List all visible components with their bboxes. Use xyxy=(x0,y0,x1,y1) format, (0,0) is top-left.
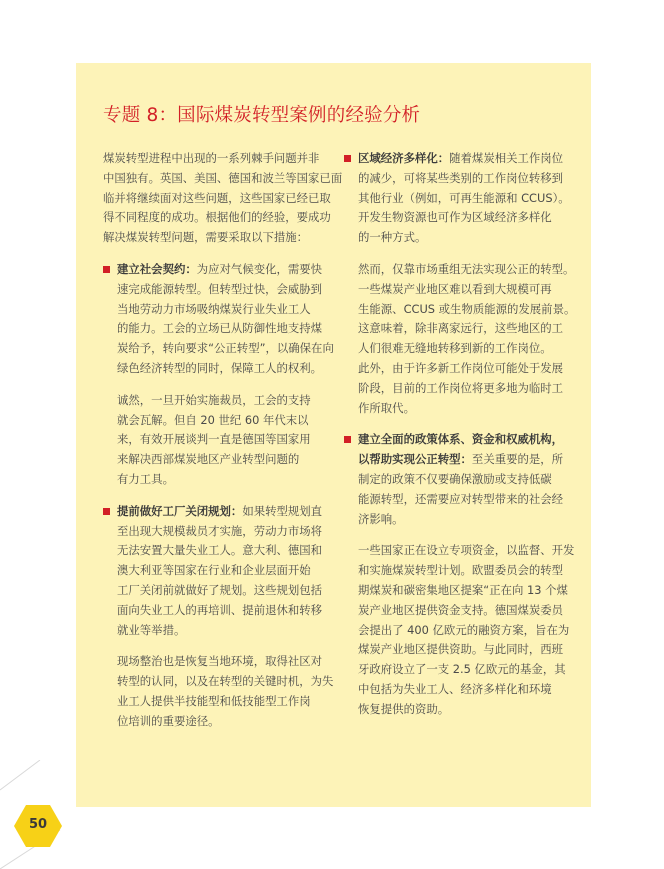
text-line xyxy=(117,502,325,522)
text-line: 炭产业地区提供资金支持。德国煤炭委员 xyxy=(358,602,564,617)
text-line: 绿色经济转型的同时，保障工人的权利。 xyxy=(117,360,323,375)
text-line: 煤炭产业地区提供资助。与此同时，西班 xyxy=(358,642,564,657)
text-line: 制定的政策不仅要确保激励或支持低碳 xyxy=(358,471,552,486)
text-line xyxy=(117,260,325,280)
intro-paragraph xyxy=(103,149,343,248)
text-line: 中国独有。英国、美国、德国和波兰等国家已面 xyxy=(103,170,343,185)
bullet-text: 随着煤炭相关工作岗位 xyxy=(449,151,564,165)
left-column xyxy=(103,149,343,744)
text-line xyxy=(358,149,568,169)
page-title: 专题 8：国际煤炭转型案例的经验分析 xyxy=(103,105,421,126)
text-line: 业工人提供半技能型和低技能型工作岗 xyxy=(117,693,311,708)
text-line: 澳大利亚等国家在行业和企业层面开始 xyxy=(117,563,311,578)
bullet-text: 如果转型规划直 xyxy=(242,503,323,518)
bullet-lead: 提前做好工厂关闭规划： xyxy=(117,503,243,518)
text-line: 至出现大规模裁员才实施，劳动力市场将 xyxy=(117,523,323,538)
bullet-square-icon xyxy=(103,266,110,273)
text-line: 面向失业工人的再培训、提前退休和转移 xyxy=(117,602,323,617)
text-line: 解决煤炭转型问题，需要采取以下措施： xyxy=(103,230,309,245)
text-line: 就业等举措。 xyxy=(117,622,186,637)
text-line: 转型的认同，以及在转型的关键时机，为失 xyxy=(117,674,334,689)
text-line xyxy=(358,450,568,470)
bullet-closure-planning xyxy=(103,502,325,641)
text-line: 有力工具。 xyxy=(117,471,174,486)
text-line: 恢复提供的资助。 xyxy=(358,701,450,716)
text-line: 速完成能源转型。但转型过快，会威胁到 xyxy=(117,281,323,296)
text-line: 位培训的重要途径。 xyxy=(117,713,220,728)
text-line: 其他行业（例如，可再生能源和 CCUS）。 xyxy=(358,190,570,205)
bullet-lead: 建立全面的政策体系、资金和权威机构， xyxy=(358,432,564,447)
text-line: 的减少，可将某些类别的工作岗位转移到 xyxy=(358,170,564,185)
text-line: 然而，仅靠市场重组无法实现公正的转型。 xyxy=(358,261,575,276)
text-line: 得不同程度的成功。根据他们的经验，要成功 xyxy=(103,210,331,225)
text-line: 牙政府设立了一支 2.5 亿欧元的基金，其 xyxy=(358,662,566,677)
text-line: 的能力。工会的立场已从防御性地支持煤 xyxy=(117,321,323,336)
text-line: 期煤炭和碳密集地区提案“正在向 13 个煤 xyxy=(358,582,568,597)
bullet-square-icon xyxy=(344,155,351,162)
text-line: 和实施煤炭转型计划。欧盟委员会的转型 xyxy=(358,563,564,578)
sub-paragraph xyxy=(344,260,576,418)
sub-paragraph xyxy=(103,652,334,731)
text-line: 无法安置大量失业工人。意大利、德国和 xyxy=(117,543,323,558)
text-line: 煤炭转型进程中出现的一系列棘手问题并非 xyxy=(103,151,320,165)
bullet-lead: 以帮助实现公正转型： xyxy=(358,452,472,467)
text-line: 炭给予，转向要求“公正转型”，以确保在向 xyxy=(117,341,334,356)
bullet-social-contract xyxy=(103,260,334,379)
text-line: 当地劳动力市场吸纳煤炭行业失业工人 xyxy=(117,301,311,316)
bullet-policy-framework xyxy=(344,430,568,529)
text-line: 来解决西部煤炭地区产业转型问题的 xyxy=(117,452,300,467)
text-line: 人们很难无缝地转移到新的工作岗位。 xyxy=(358,341,552,356)
text-line: 诚然，一旦开始实施裁员，工会的支持 xyxy=(117,392,311,407)
bullet-lead: 区域经济多样化： xyxy=(358,151,450,165)
text-line: 一些国家正在设立专项资金，以监督、开发 xyxy=(358,543,575,558)
text-line: 临并将继续面对这些问题，这些国家已经已取 xyxy=(103,190,331,205)
text-line: 来，有效开展谈判一直是德国等国家用 xyxy=(117,432,311,447)
text-line: 会提出了 400 亿欧元的融资方案，旨在为 xyxy=(358,622,570,637)
text-line: 一些煤炭产业地区难以看到大规模可再 xyxy=(358,281,552,296)
bullet-square-icon xyxy=(344,436,351,443)
text-line: 能源转型，还需要应对转型带来的社会经 xyxy=(358,491,564,506)
bullet-lead: 建立社会契约： xyxy=(117,261,197,276)
text-line: 现场整治也是恢复当地环境，取得社区对 xyxy=(117,654,323,669)
bullet-square-icon xyxy=(103,508,110,515)
text-line: 的一种方式。 xyxy=(358,230,427,245)
text-line: 阶段，目前的工作岗位将更多地为临时工 xyxy=(358,380,564,395)
text-line: 济影响。 xyxy=(358,511,404,526)
page-number: 50 xyxy=(28,816,48,832)
text-line: 工厂关闭前就做好了规划。这些规划包括 xyxy=(117,582,323,597)
text-line: 就会瓦解。但自 20 世纪 60 年代末以 xyxy=(117,412,309,427)
text-line: 生能源、CCUS 或生物质能源的发展前景。 xyxy=(358,301,576,316)
bullet-text: 至关重要的是，所 xyxy=(471,452,564,467)
bullet-text: 为应对气候变化，需要快 xyxy=(196,261,323,276)
decor-line xyxy=(0,760,40,790)
sub-paragraph xyxy=(103,391,325,490)
text-line: 这意味着，除非离家远行，这些地区的工 xyxy=(358,321,564,336)
text-line: 此外，由于许多新工作岗位可能处于发展 xyxy=(358,360,564,375)
text-line: 作所取代。 xyxy=(358,400,415,415)
right-column xyxy=(344,149,576,732)
text-line: 中包括为失业工人、经济多样化和环境 xyxy=(358,681,552,696)
text-line: 开发生物资源也可作为区域经济多样化 xyxy=(358,210,552,225)
bullet-diversification xyxy=(344,149,568,248)
sub-paragraph xyxy=(344,541,575,719)
